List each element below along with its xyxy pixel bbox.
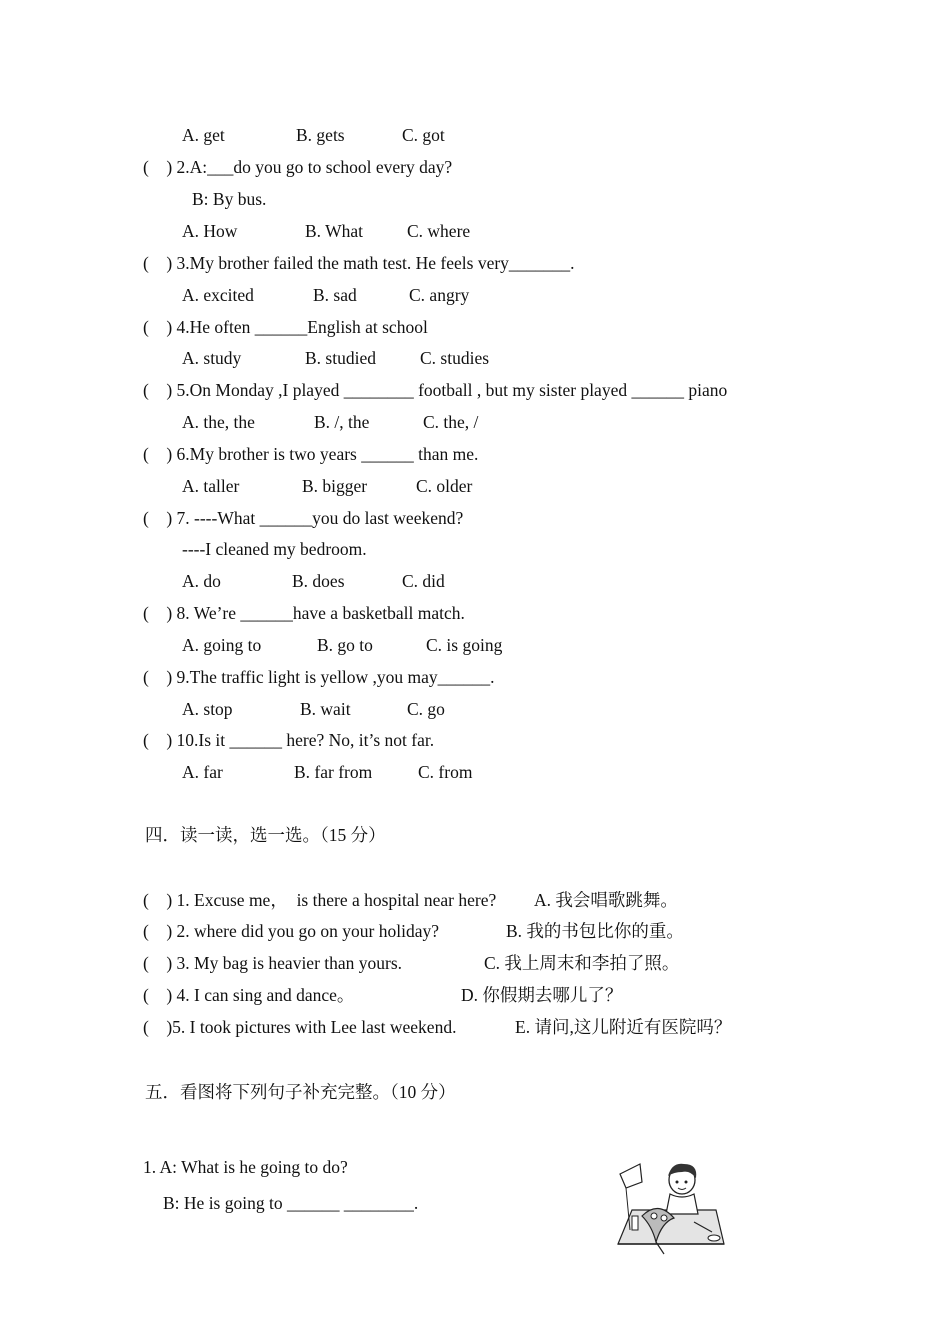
option-a: A. study [182,348,242,368]
section-5-title: 五．看图将下列句子补充完整。（10 分） [145,1082,456,1102]
match-right-c: C. 我上周末和李拍了照。 [484,953,680,973]
boy-making-kite-illustration [612,1160,730,1256]
option-b: B. What [305,221,364,241]
option-b: B. /, the [314,412,370,432]
section-4-title: 四．读一读，选一选。（15 分） [145,825,386,845]
option-c: C. is going [426,635,503,655]
option-c: C. did [402,571,445,591]
question-3: ( ) 3.My brother failed the math test. He feels very_______. [143,253,575,273]
question-10: ( ) 10.Is it ______ here? No, it’s not far. [143,730,435,750]
match-left-5: ( )5. I took pictures with Lee last weekend. [143,1017,457,1037]
option-a: A. taller [182,476,240,496]
question-8: ( ) 8. We’re ______have a basketball match. [143,603,465,623]
match-right-e: E. 请问,这儿附近有医院吗？ [515,1017,732,1037]
option-b: B. sad [313,285,357,305]
question-9: ( ) 9.The traffic light is yellow ,you may______. [143,667,495,687]
question-6: ( ) 6.My brother is two years ______ than me. [143,444,479,464]
option-a: A. How [182,221,238,241]
option-c: C. go [407,699,445,719]
match-right-b: B. 我的书包比你的重。 [506,921,684,941]
option-a: A. get [182,125,225,145]
option-a: A. stop [182,699,233,719]
option-c: C. studies [420,348,490,368]
option-c: C. from [418,762,473,782]
option-c: C. the, / [423,412,479,432]
question-7: ( ) 7. ----What ______you do last weekend? [143,508,464,528]
option-b: B. wait [300,699,351,719]
option-b: B. gets [296,125,345,145]
section-5-answer-1: B: He is going to ______ ________. [163,1193,419,1213]
question-2: ( ) 2.A:___do you go to school every day? [143,157,453,177]
question-4: ( ) 4.He often ______English at school [143,317,428,337]
option-a: A. far [182,762,223,782]
option-b: B. far from [294,762,373,782]
option-b: B. studied [305,348,376,368]
match-left-3: ( ) 3. My bag is heavier than yours. [143,953,403,973]
option-b: B. go to [317,635,373,655]
match-left-1: ( ) 1. Excuse me， is there a hospital near here? [143,890,497,910]
question-2-answer: B: By bus. [192,189,267,209]
option-c: C. older [416,476,473,496]
match-left-4: ( ) 4. I can sing and dance。 [143,985,355,1005]
option-a: A. do [182,571,221,591]
option-c: C. angry [409,285,470,305]
match-right-d: D. 你假期去哪儿了？ [461,985,623,1005]
option-c: C. got [402,125,445,145]
option-b: B. does [292,571,345,591]
question-7-answer: ----I cleaned my bedroom. [182,539,367,559]
option-a: A. going to [182,635,262,655]
question-5: ( ) 5.On Monday ,I played ________ football , but my sister played ______ piano [143,380,728,400]
match-left-2: ( ) 2. where did you go on your holiday? [143,921,439,941]
option-a: A. excited [182,285,254,305]
option-b: B. bigger [302,476,368,496]
section-5-question-1: 1. A: What is he going to do? [143,1157,348,1177]
match-right-a: A. 我会唱歌跳舞。 [534,890,678,910]
option-c: C. where [407,221,471,241]
option-a: A. the, the [182,412,255,432]
